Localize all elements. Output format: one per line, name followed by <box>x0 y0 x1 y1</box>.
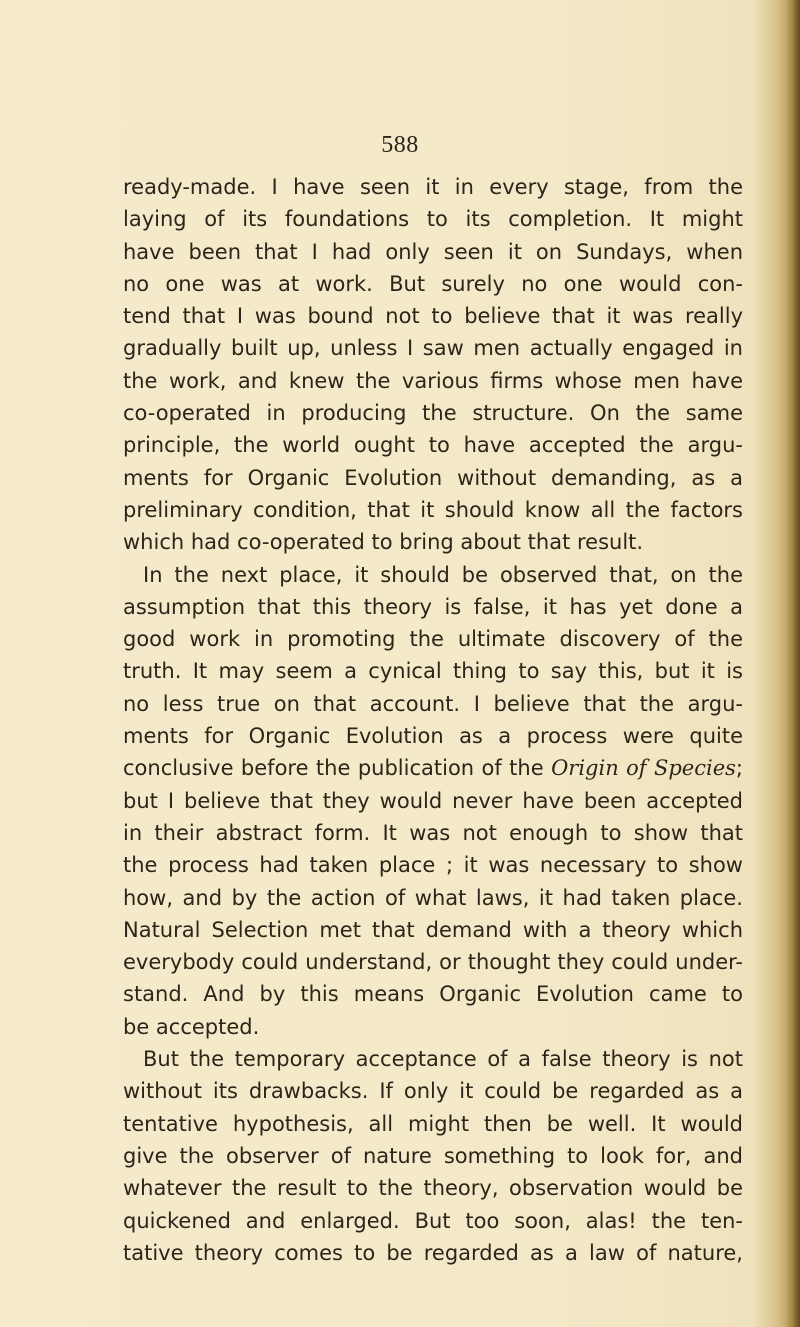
text-line: stand. And by this means Organic Evolution came to <box>123 982 743 1007</box>
page-number: 588 <box>381 132 419 158</box>
text-line: quickened and enlarged. But too soon, alas! the ten- <box>123 1208 743 1233</box>
text-line: ments for Organic Evolution as a process were quite <box>123 724 743 749</box>
text-line: co-operated in producing the structure. On the same <box>123 401 743 426</box>
text-line: tend that I was bound not to believe that it was really <box>123 304 743 329</box>
text-line: tative theory comes to be regarded as a law of nature, <box>123 1240 743 1265</box>
text-run: ; <box>735 756 743 781</box>
text-line: Natural Selection met that demand with a theory which <box>123 917 743 942</box>
text-line: the process had taken place ; it was necessary to show <box>123 853 743 878</box>
book-title: Origin of Species <box>551 756 736 781</box>
text-line: which had co-operated to bring about that result. <box>123 530 644 555</box>
text-line: laying of its foundations to its completion. It might <box>123 207 743 232</box>
text-line: in their abstract form. It was not enough to show that <box>123 820 743 845</box>
text-line: whatever the result to the theory, observation would be <box>123 1176 743 1201</box>
text-line: truth. It may seem a cynical thing to say this, but it is <box>123 659 743 684</box>
text-line: But the temporary acceptance of a false theory is not <box>143 1047 743 1072</box>
text-line: have been that I had only seen it on Sundays, when <box>123 239 743 264</box>
text-line: be accepted. <box>123 1014 260 1039</box>
text-run: conclusive before the publication of the <box>123 756 552 781</box>
body-text <box>123 171 793 1269</box>
text-line: no less true on that account. I believe that the argu- <box>123 691 743 716</box>
text-line: how, and by the action of what laws, it had taken place. <box>123 885 743 910</box>
text-line: but I believe that they would never have been accepted <box>123 788 743 813</box>
text-line: tentative hypothesis, all might then be well. It would <box>123 1111 743 1136</box>
text-line: gradually built up, unless I saw men actually engaged in <box>123 336 743 361</box>
text-line: no one was at work. But surely no one would con- <box>123 271 743 296</box>
text-line: ments for Organic Evolution without demanding, as a <box>123 465 743 490</box>
text-line: principle, the world ought to have accepted the argu- <box>123 433 743 458</box>
text-line: ready-made. I have seen it in every stage, from the <box>123 175 743 199</box>
text-line: good work in promoting the ultimate discovery of the <box>123 627 743 652</box>
text-line: give the observer of nature something to look for, and <box>123 1143 743 1168</box>
text-line: In the next place, it should be observed that, on the <box>143 562 743 587</box>
text-line: assumption that this theory is false, it has yet done a <box>123 594 743 619</box>
text-line: preliminary condition, that it should know all the factors <box>123 497 743 522</box>
text-line: the work, and knew the various firms whose men have <box>123 368 743 393</box>
text-line: everybody could understand, or thought they could under- <box>123 950 743 975</box>
text-line <box>123 752 743 784</box>
text-line: without its drawbacks. If only it could be regarded as a <box>123 1079 743 1104</box>
